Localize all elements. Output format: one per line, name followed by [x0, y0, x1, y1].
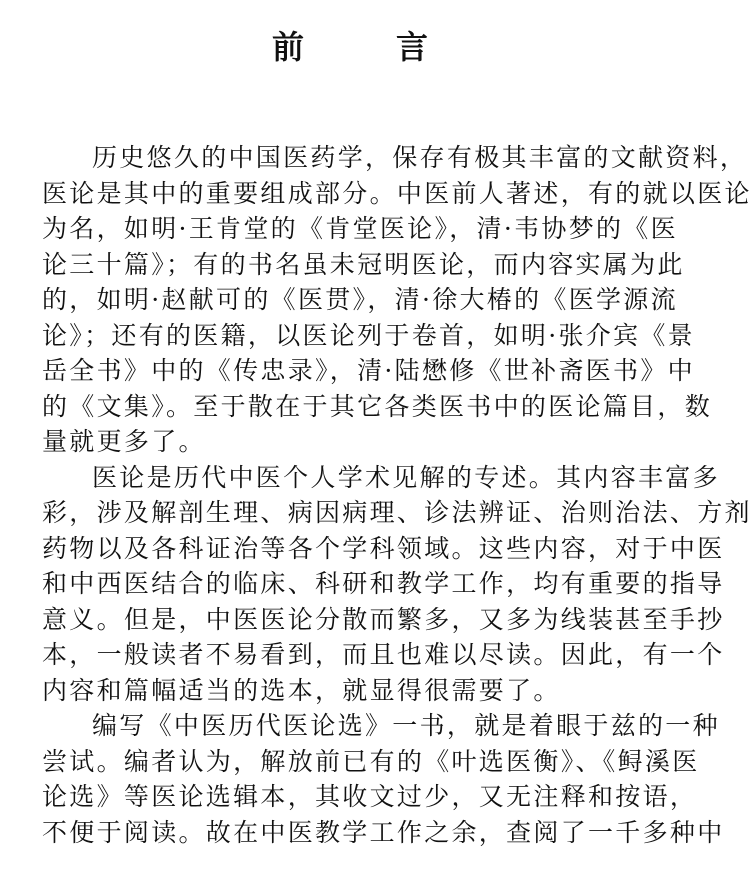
text-line: 药物以及各科证治等各个学科领域。这些内容，对于中医 [42, 533, 725, 563]
preface-body [42, 140, 752, 850]
text-line: 的《文集》。至于散在于其它各类医书中的医论篇目，数 [42, 391, 713, 421]
text-line: 意义。但是，中医医论分散而繁多，又多为线装甚至手抄 [42, 604, 725, 634]
text-line: 编写《中医历代医论选》一书，就是着眼于兹的一种 [92, 711, 720, 740]
text-line: 量就更多了。 [42, 427, 206, 456]
page-title: 前 言 [271, 28, 458, 66]
text-line: 内容和篇幅适当的选本，就显得很需要了。 [42, 675, 561, 705]
paragraph-3 [42, 708, 725, 850]
text-line: 为名，如明·王肯堂的《肯堂医论》，清·韦协梦的《医 [42, 214, 678, 243]
text-line: 尝试。编者认为，解放前已有的《叶选医衡》、《鲟溪医 [42, 746, 700, 776]
text-line: 本，一般读者不易看到，而且也难以尽读。因此，有一个 [42, 640, 725, 669]
text-line: 的，如明·赵献可的《医贯》，清·徐大椿的《医学源流 [42, 285, 678, 314]
text-line: 论选》等医论选辑本，其收文过少，又无注释和按语， [42, 782, 698, 811]
paragraph-1 [42, 140, 752, 460]
text-line: 不便于阅读。故在中医教学工作之余，查阅了一千多种中 [42, 817, 725, 847]
text-line: 历史悠久的中国医药学，保存有极其丰富的文献资料， [92, 143, 748, 172]
text-line: 和中西医结合的临床、科研和教学工作，均有重要的指导 [42, 569, 725, 598]
text-line: 医论是历代中医个人学术见解的专述。其内容丰富多 [92, 462, 720, 492]
paragraph-2 [42, 460, 752, 709]
text-line: 岳全书》中的《传忠录》，清·陆懋修《世补斋医书》中 [42, 356, 695, 385]
text-line: 论三十篇》；有的书名虽未冠明医论，而内容实属为此 [42, 249, 685, 279]
text-line: 医论是其中的重要组成部分。中医前人著述，有的就以医论 [42, 178, 752, 208]
text-line: 论》；还有的医籍，以医论列于卷首，如明·张介宾《景 [42, 320, 695, 350]
text-line: 彩，涉及解剖生理、病因病理、诊法辨证、治则治法、方剂 [42, 498, 752, 527]
